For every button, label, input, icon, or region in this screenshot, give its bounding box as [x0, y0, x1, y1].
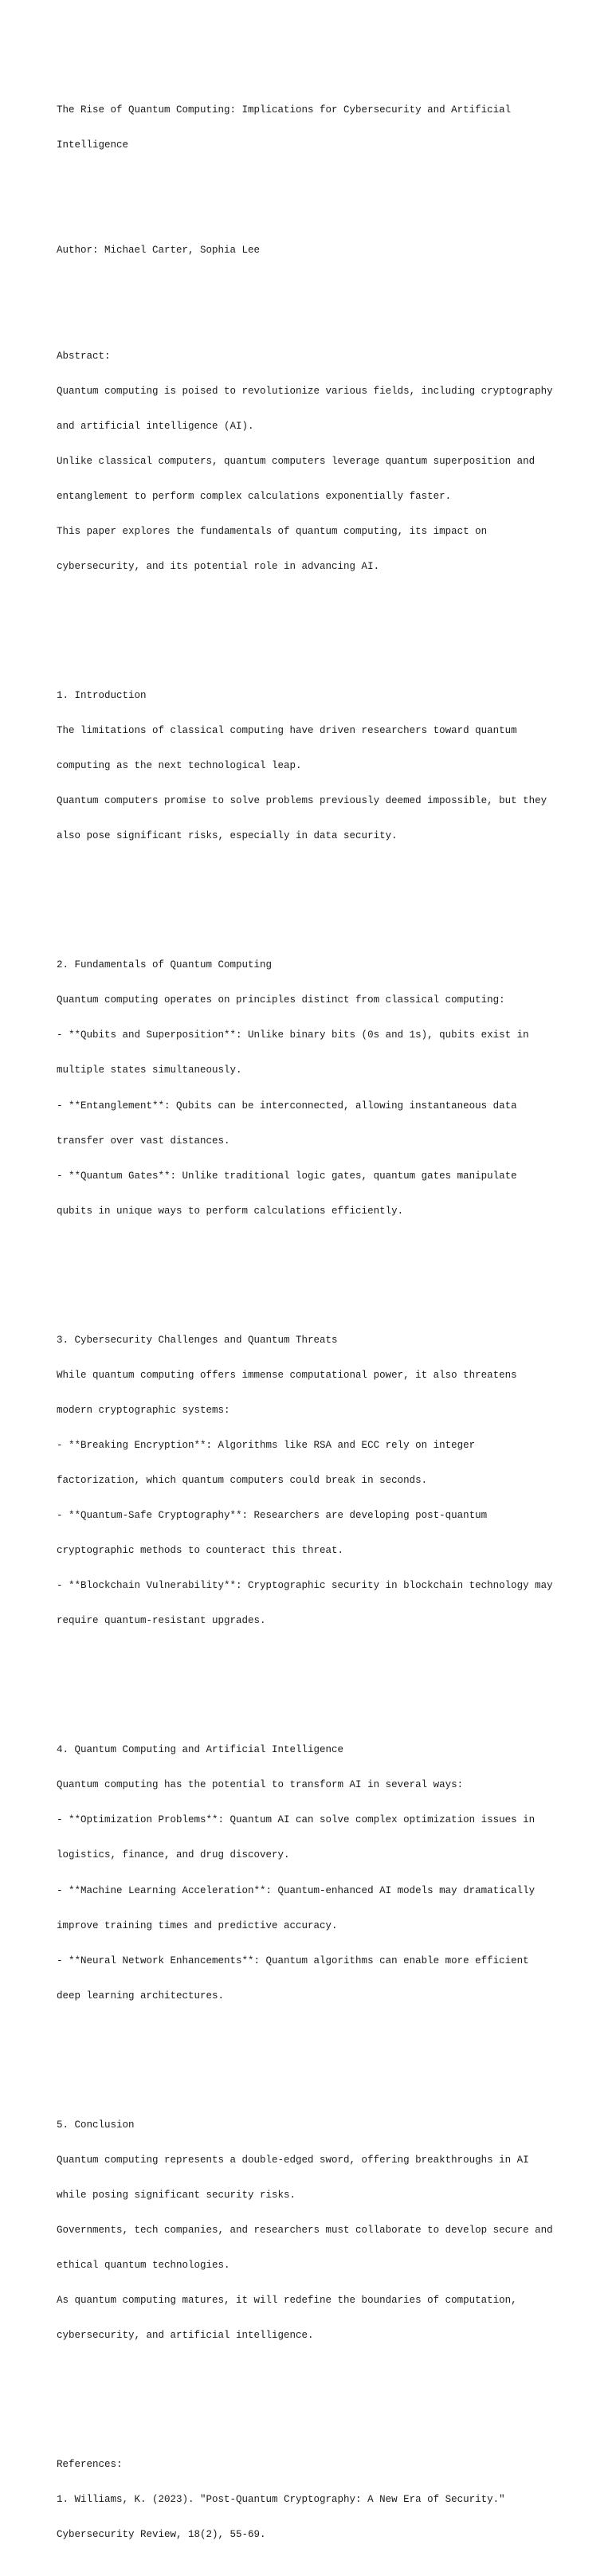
spacer [57, 280, 567, 292]
section-ai [57, 1721, 567, 2025]
section-line: - **Quantum Gates**: Unlike traditional logic gates, quantum gates manipulate [57, 1170, 517, 1182]
section-line: - **Quantum-Safe Cryptography**: Researchers are developing post-quantum [57, 1510, 488, 1522]
section-line: factorization, which quantum computers could break in seconds. [57, 1475, 428, 1486]
section-line: Quantum computing has the potential to transform AI in several ways: [57, 1779, 464, 1791]
section-conclusion [57, 2096, 567, 2365]
section-line: - **Optimization Problems**: Quantum AI can solve complex optimization issues in [57, 1814, 536, 1826]
section-introduction [57, 667, 567, 866]
abstract-line: This paper explores the fundamentals of quantum computing, its impact on [57, 526, 488, 538]
abstract-line: cybersecurity, and its potential role in advancing AI. [57, 561, 380, 573]
spacer [57, 2049, 567, 2060]
section-line: multiple states simultaneously. [57, 1065, 242, 1076]
section-line: Quantum computing represents a double-edged sword, offering breakthroughs in AI [57, 2154, 529, 2166]
document-title [57, 80, 567, 174]
spacer [57, 620, 567, 632]
abstract-line: Unlike classical computers, quantum computers leverage quantum superposition and [57, 455, 536, 467]
section-line: Quantum computing operates on principles distinct from classical computing: [57, 994, 505, 1006]
section-references [57, 2436, 567, 2565]
section-heading: 4. Quantum Computing and Artificial Intelligence [57, 1744, 344, 1756]
spacer [57, 1264, 567, 1276]
section-line: Governments, tech companies, and researchers must collaborate to develop secure and [57, 2224, 553, 2236]
section-line: transfer over vast distances. [57, 1135, 230, 1147]
section-line: The limitations of classical computing have driven researchers toward quantum [57, 725, 517, 737]
section-line: - **Entanglement**: Qubits can be interconnected, allowing instantaneous data [57, 1100, 517, 1112]
section-line: - **Machine Learning Acceleration**: Quantum-enhanced AI models may dramatically [57, 1884, 536, 1896]
section-heading: 2. Fundamentals of Quantum Computing [57, 959, 273, 971]
section-line: Quantum computers promise to solve problems previously deemed impossible, but they [57, 795, 547, 807]
section-line: - **Breaking Encryption**: Algorithms like RSA and ECC rely on integer [57, 1439, 476, 1451]
section-heading: 5. Conclusion [57, 2119, 135, 2131]
section-line: While quantum computing offers immense computational power, it also threatens [57, 1369, 517, 1381]
spacer [57, 889, 567, 901]
author-line: Author: Michael Carter, Sophia Lee [57, 245, 261, 257]
section-line: also pose significant risks, especially in data security. [57, 830, 398, 842]
abstract-line: Quantum computing is poised to revolutionize various fields, including cryptography [57, 385, 553, 397]
section-line: computing as the next technological leap. [57, 760, 302, 772]
section-line: - **Neural Network Enhancements**: Quantum algorithms can enable more efficient [57, 1955, 529, 1966]
abstract-line: and artificial intelligence (AI). [57, 420, 254, 432]
reference-line: Cybersecurity Review, 18(2), 55-69. [57, 2529, 266, 2541]
section-line: ethical quantum technologies. [57, 2260, 230, 2272]
section-line: qubits in unique ways to perform calculations efficiently. [57, 1205, 404, 1217]
section-line: improve training times and predictive accuracy. [57, 1919, 338, 1931]
section-heading: 3. Cybersecurity Challenges and Quantum Threats [57, 1334, 338, 1346]
section-fundamentals [57, 936, 567, 1241]
section-heading: References: [57, 2459, 123, 2471]
section-line: deep learning architectures. [57, 1990, 225, 2002]
spacer [57, 1674, 567, 1686]
section-line: while posing significant security risks. [57, 2189, 296, 2201]
spacer [57, 198, 567, 210]
spacer [57, 2389, 567, 2401]
section-line: - **Blockchain Vulnerability**: Cryptographic security in blockchain technology may [57, 1580, 553, 1592]
title-line: The Rise of Quantum Computing: Implications for Cybersecurity and Artificial [57, 104, 512, 116]
abstract-heading: Abstract: [57, 350, 111, 362]
section-heading: 1. Introduction [57, 689, 147, 701]
abstract-section [57, 327, 567, 596]
section-line: cybersecurity, and artificial intelligence. [57, 2330, 314, 2342]
section-line: logistics, finance, and drug discovery. [57, 1849, 290, 1861]
section-line: - **Qubits and Superposition**: Unlike binary bits (0s and 1s), qubits exist in [57, 1029, 529, 1041]
section-line: modern cryptographic systems: [57, 1404, 230, 1416]
abstract-line: entanglement to perform complex calculations exponentially faster. [57, 490, 452, 502]
section-cybersecurity [57, 1311, 567, 1650]
section-line: require quantum-resistant upgrades. [57, 1615, 266, 1627]
section-line: cryptographic methods to counteract this threat. [57, 1545, 344, 1557]
document-page [57, 57, 567, 2576]
title-line: Intelligence [57, 139, 129, 151]
section-line: As quantum computing matures, it will redefine the boundaries of computation, [57, 2295, 517, 2307]
reference-line: 1. Williams, K. (2023). "Post-Quantum Cryptography: A New Era of Security." [57, 2494, 505, 2506]
